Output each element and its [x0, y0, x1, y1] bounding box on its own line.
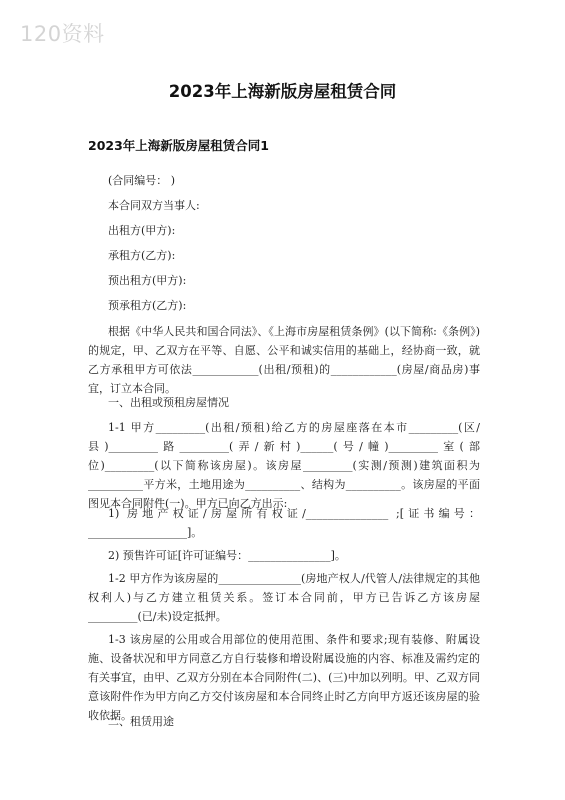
- section-title: 2023年上海新版房屋租赁合同1: [88, 138, 269, 153]
- preamble-paragraph: 根据《中华人民共和国合同法》、《上海市房屋租赁条例》(以下简称:《条例》)的规定，甲、乙双方在平等、自愿、公平和诚实信用的基础上，经协商一致，就乙方承租甲方可依法____________(出租/预租)的____________(房屋/商品房)事宜，订立本合同。: [88, 325, 480, 395]
- lessor-line: 出租方(甲方):: [108, 224, 176, 237]
- clause-heading-2: 二、租赁用途: [108, 715, 174, 728]
- clause-1-3-paragraph: 1-3 该房屋的公用或合用部位的使用范围、条件和要求;现有装修、附属设施、设备状况和甲方同意乙方自行装修和增设附属设施的内容、标准及需约定的有关事宜，由甲、乙双方分别在本合同附件(二)、(三)中加以列明。甲、乙双方同意该附件作为甲方向乙方交付该房屋和本合同终止时乙方向甲方返还该房屋的验收依据。: [88, 633, 480, 722]
- clause-1-2-paragraph: 1-2 甲方作为该房屋的_______________(房地产权人/代管人/法律规定的其他权利人)与乙方建立租赁关系。签订本合同前，甲方已告诉乙方该房屋_________(已/未)设定抵押。: [88, 572, 480, 623]
- clause-1-1-paragraph: 1-1 甲方_________(出租/预租)给乙方的房屋座落在本市_________(区/县)_________路_________(弄/新村)______(号/幢)_________室(部位)_________(以下简称该房屋)。该房屋_________(实测/预测)建筑面积为__________平方米，土地用途为__________、结构为__________。该房屋的平面图见本合同附件(一)。甲方已向乙方出示:: [88, 421, 480, 510]
- clause-1-1-item-1: 1) 房地产权证/房屋所有权证/_______________ ;[证书编号：__________________]。: [88, 507, 480, 539]
- contract-number-line: (合同编号： ): [108, 174, 176, 187]
- watermark-logo: 120资料: [20, 22, 105, 46]
- clause-1-1-item-2: 2) 预售许可证[许可证编号：_______________]。: [108, 549, 346, 562]
- document-title: 2023年上海新版房屋租赁合同: [168, 82, 397, 101]
- pre-lessee-line: 预承租方(乙方):: [108, 299, 187, 312]
- lessee-line: 承租方(乙方):: [108, 249, 176, 262]
- clause-heading-1: 一、出租或预租房屋情况: [108, 396, 229, 409]
- parties-intro-line: 本合同双方当事人:: [108, 199, 200, 212]
- pre-lessor-line: 预出租方(甲方):: [108, 274, 187, 287]
